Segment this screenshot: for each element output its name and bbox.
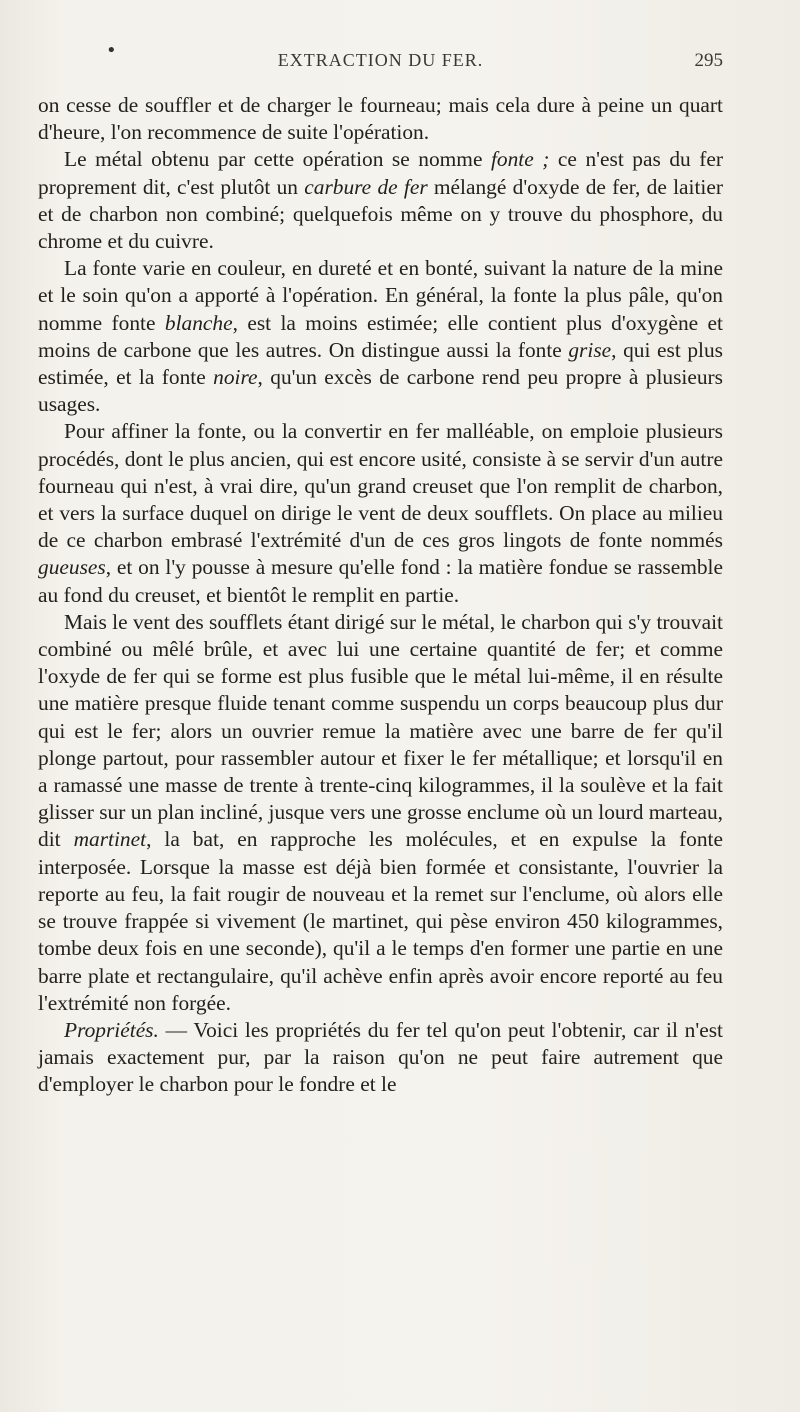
italic-run: fonte ; xyxy=(490,147,550,172)
chapter-title: EXTRACTION DU FER. xyxy=(277,50,484,70)
paragraph xyxy=(38,255,723,418)
ink-dot: • xyxy=(106,40,117,61)
italic-run: blanche xyxy=(164,310,233,335)
paragraph xyxy=(38,146,723,255)
text-run: , qui est plus estimée, et la fonte xyxy=(38,337,723,390)
body-text xyxy=(38,92,723,1099)
text-run: La fonte varie en couleur, en dureté et en bonté, suivant la nature de la mine et le soin qu'on a apporté à l'opération. En général, la fonte la plus pâle, qu'on nomme fonte xyxy=(38,256,723,335)
text-run: Pour affiner la fonte, ou la convertir en fer malléable, on emploie plusieurs procédés, dont le plus ancien, qui est encore usité, consiste à se servir d'un autre fourneau qui n'est, à vrai dire, qu'un grand creuset que l'on remplit de charbon, et vers la surface duquel on dirige le vent de deux soufflets. On place au milieu de ce charbon embrasé l'extrémité d'un de ces gros lingots de fonte nommés xyxy=(38,419,723,553)
paragraph xyxy=(38,609,723,1017)
text-run: ce n'est pas du fer proprement dit, c'est plutôt un xyxy=(38,147,723,199)
text-run: — Voici les propriétés du fer tel qu'on peut l'obtenir, car il n'est jamais exactement pur, par la raison qu'on ne peut faire autrement que d'employer le charbon pour le fondre et le xyxy=(38,1017,723,1097)
page-number: 295 xyxy=(694,50,723,71)
italic-run: gueuses xyxy=(38,555,106,580)
running-header xyxy=(38,40,723,80)
text-run: Le métal obtenu par cette opération se nomme xyxy=(64,147,491,172)
italic-run: Propriétés. xyxy=(64,1017,159,1042)
text-run: , la bat, en rapproche les molécules, et en expulse la fonte interposée. Lorsque la masse est déjà bien formée et consistante, l'ouvrier la reporte au feu, la fait rougir de nouveau et la remet sur l'enclume, où alors elle se trouve frappée si vivement (le martinet, qui pèse environ 450 kilogrammes, tombe deux fois en une seconde), qu'il a le temps d'en former une partie en une barre plate et rectangulaire, qu'il achève enfin après avoir encore reporté au feu l'extrémité non forgée. xyxy=(38,827,723,1015)
text-run: mélangé d'oxyde de fer, de laitier et de charbon non combiné; quelquefois même on y trouve du phosphore, du chrome et du cuivre. xyxy=(38,174,723,254)
italic-run: noire xyxy=(213,365,258,390)
text-run: , qu'un excès de carbone rend peu propre à plusieurs usages. xyxy=(38,365,723,417)
italic-run: carbure de fer xyxy=(304,174,428,199)
italic-run: martinet xyxy=(73,827,147,852)
text-run: Mais le vent des soufflets étant dirigé sur le métal, le charbon qui s'y trouvait combiné ou mêlé brûle, et avec lui une certaine quantité de fer; et comme l'oxyde de fer qui se forme est plus fusible que le métal lui-même, il en résulte une matière presque fluide tenant comme suspendu un corps beaucoup plus dur qui est le fer; alors un ouvrier remue la matière avec une barre de fer qu'il plonge partout, pour rassembler autour et fixer le fer métallique; et lorsqu'il en a ramassé une masse de trente à trente-cinq kilogrammes, il la soulève et la fait glisser sur un plan incliné, jusque vers une grosse enclume où un lourd marteau, dit xyxy=(38,609,723,852)
text-run: , et on l'y pousse à mesure qu'elle fond : la matière fondue se rassemble au fond du creuset, et bientôt le remplit en partie. xyxy=(38,555,723,607)
italic-run: grise xyxy=(568,337,612,362)
paragraph xyxy=(38,1017,723,1099)
text-run: on cesse de souffler et de charger le fourneau; mais cela dure à peine un quart d'heure, l'on recommence de suite l'opération. xyxy=(38,93,723,145)
text-run: , est la moins estimée; elle contient plus d'oxygène et moins de carbone que les autres. On distingue aussi la fonte xyxy=(38,310,723,362)
paragraph xyxy=(38,418,723,608)
paragraph xyxy=(38,92,723,146)
